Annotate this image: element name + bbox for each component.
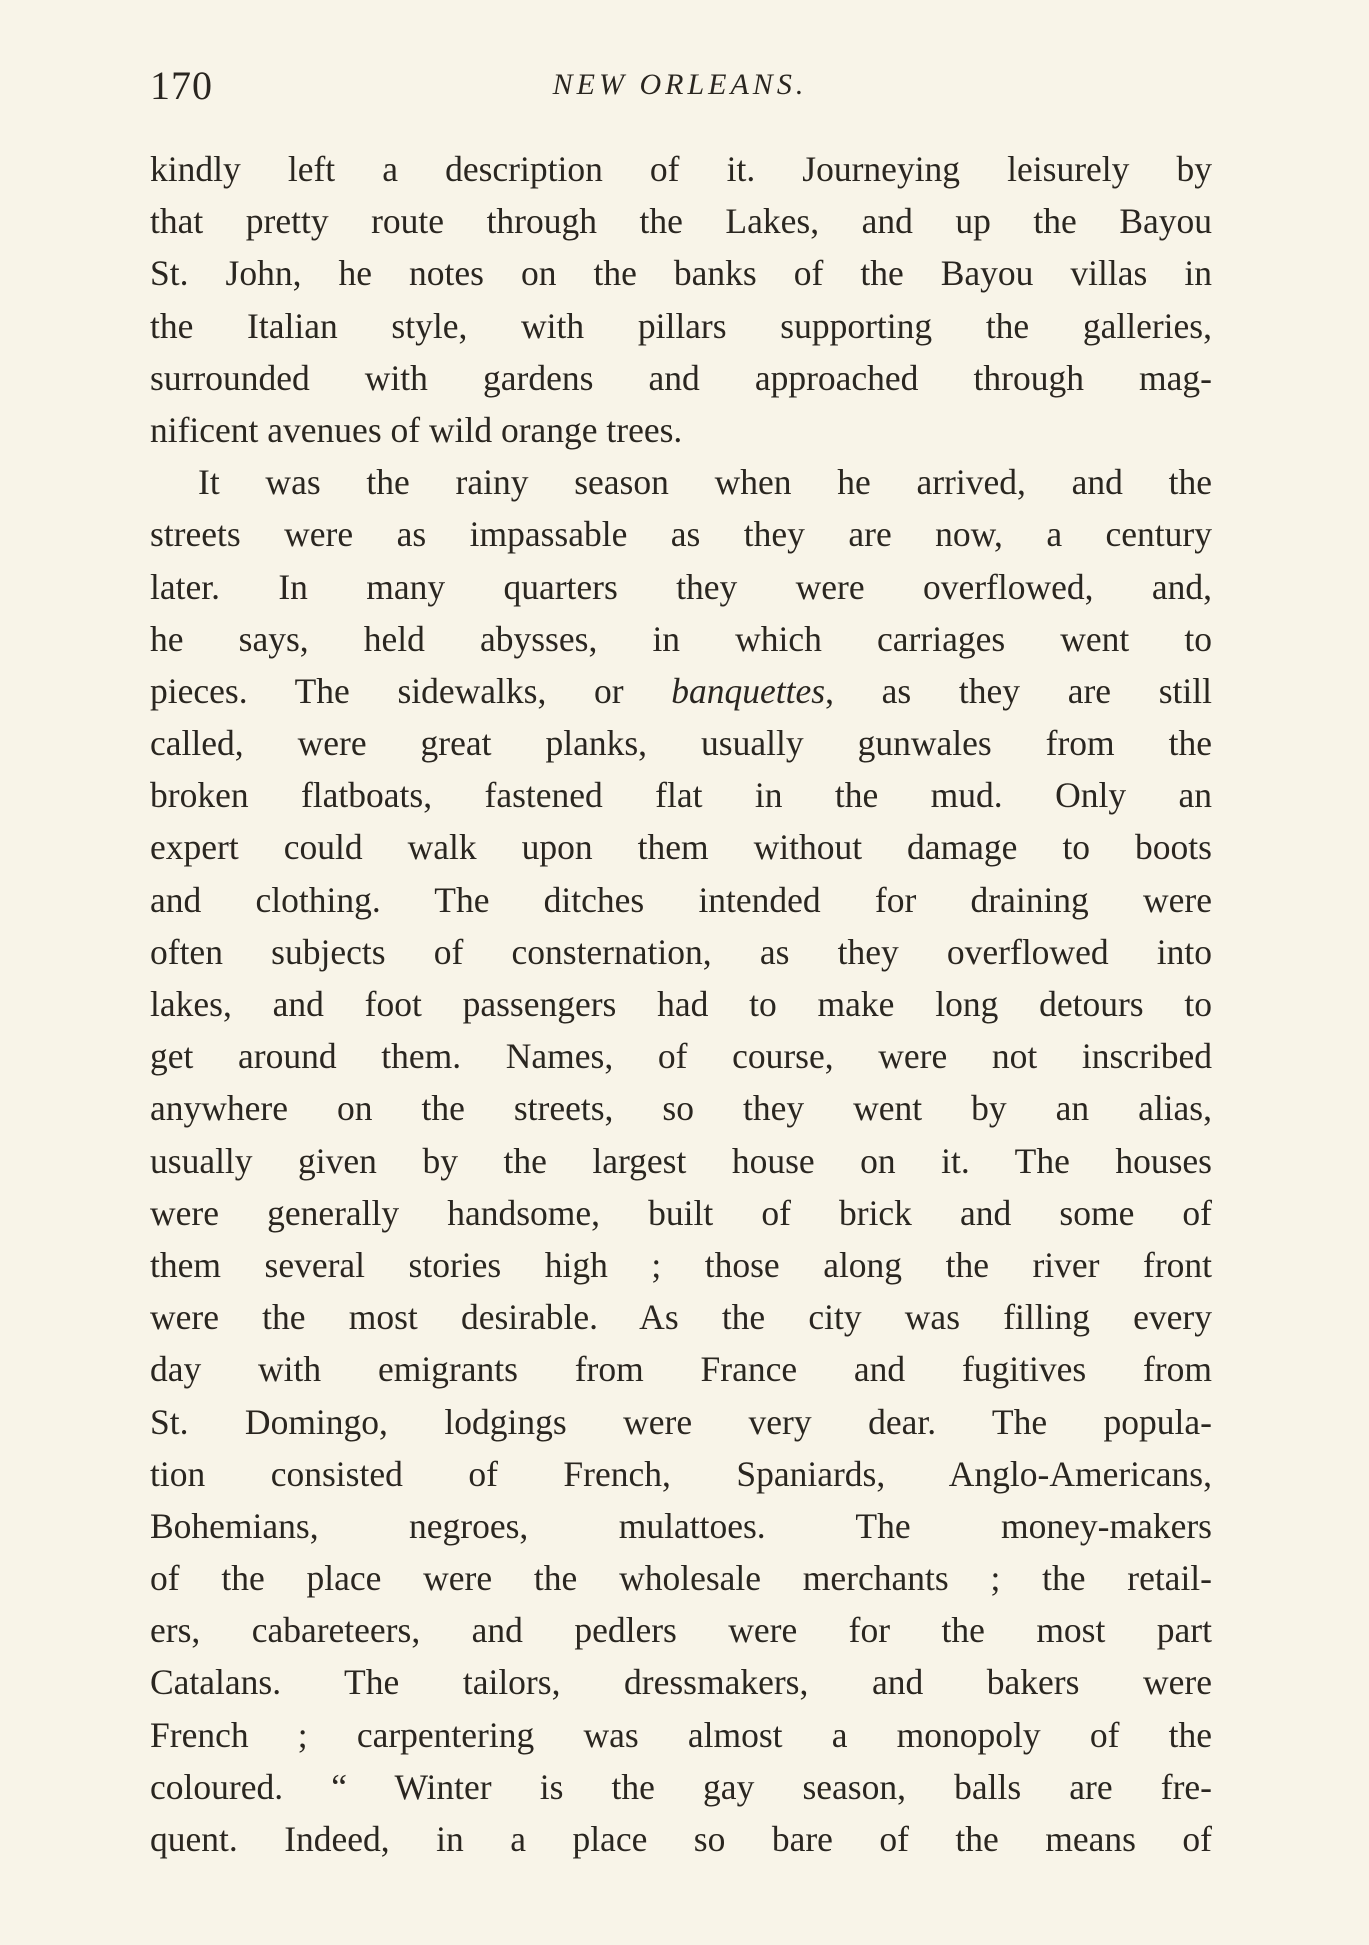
text-line: Bohemians, negroes, mulattoes. The money-makers <box>150 1505 1212 1546</box>
italic-term: banquettes <box>671 670 826 711</box>
text-line: It was the rainy season when he arrived, and the <box>198 462 1212 503</box>
text-line: Catalans. The tailors, dressmakers, and bakers were <box>150 1662 1212 1703</box>
text-line: he says, held abysses, in which carriages went to <box>150 618 1212 659</box>
text-line: that pretty route through the Lakes, and up the Bayou <box>150 201 1212 242</box>
text-line: tion consisted of French, Spaniards, Anglo-Americans, <box>150 1453 1212 1494</box>
text-line: were the most desirable. As the city was filling every <box>150 1297 1212 1338</box>
page-number: 170 <box>150 63 213 108</box>
text-line: St. Domingo, lodgings were very dear. The popula- <box>150 1401 1212 1442</box>
text-line: and clothing. The ditches intended for draining were <box>150 879 1212 920</box>
page-header <box>150 62 1210 122</box>
text-line: kindly left a description of it. Journeying leisurely by <box>150 149 1212 189</box>
text-segment: , as they are still <box>825 670 1212 711</box>
text-line: quent. Indeed, in a place so bare of the means of <box>150 1819 1212 1859</box>
text-line: St. John, he notes on the banks of the Bayou villas in <box>150 253 1212 294</box>
body-text <box>150 143 1212 1865</box>
text-line: called, were great planks, usually gunwales from the <box>150 723 1212 764</box>
text-line: French ; carpentering was almost a monopoly of the <box>150 1714 1212 1755</box>
text-line: later. In many quarters they were overflowed, and, <box>150 566 1212 607</box>
text-line: day with emigrants from France and fugitives from <box>150 1349 1212 1390</box>
text-line: the Italian style, with pillars supporting the galleries, <box>150 305 1212 346</box>
text-line: lakes, and foot passengers had to make long detours to <box>150 984 1212 1024</box>
text-line-with-italic <box>150 665 1212 717</box>
text-line: were generally handsome, built of brick and some of <box>150 1192 1212 1233</box>
running-head: NEW ORLEANS. <box>552 68 808 101</box>
text-line: anywhere on the streets, so they went by an alias, <box>150 1088 1212 1129</box>
text-line: nificent avenues of wild orange trees. <box>150 409 683 450</box>
text-line: get around them. Names, of course, were not inscribed <box>150 1036 1212 1077</box>
text-line: surrounded with gardens and approached through mag- <box>150 357 1212 398</box>
text-line: broken flatboats, fastened flat in the mud. Only an <box>150 775 1212 816</box>
text-segment: pieces. The sidewalks, or <box>150 670 672 711</box>
text-line: of the place were the wholesale merchants ; the retail- <box>150 1558 1212 1599</box>
text-line: them several stories high ; those along the river front <box>150 1244 1212 1285</box>
text-line: often subjects of consternation, as they overflowed into <box>150 931 1212 972</box>
text-line: expert could walk upon them without damage to boots <box>150 827 1212 868</box>
text-line: streets were as impassable as they are now, a century <box>150 514 1212 555</box>
text-line: ers, cabareteers, and pedlers were for the most part <box>150 1610 1212 1651</box>
text-line: coloured. “ Winter is the gay season, balls are fre- <box>150 1766 1212 1807</box>
text-line: usually given by the largest house on it. The houses <box>150 1140 1212 1181</box>
